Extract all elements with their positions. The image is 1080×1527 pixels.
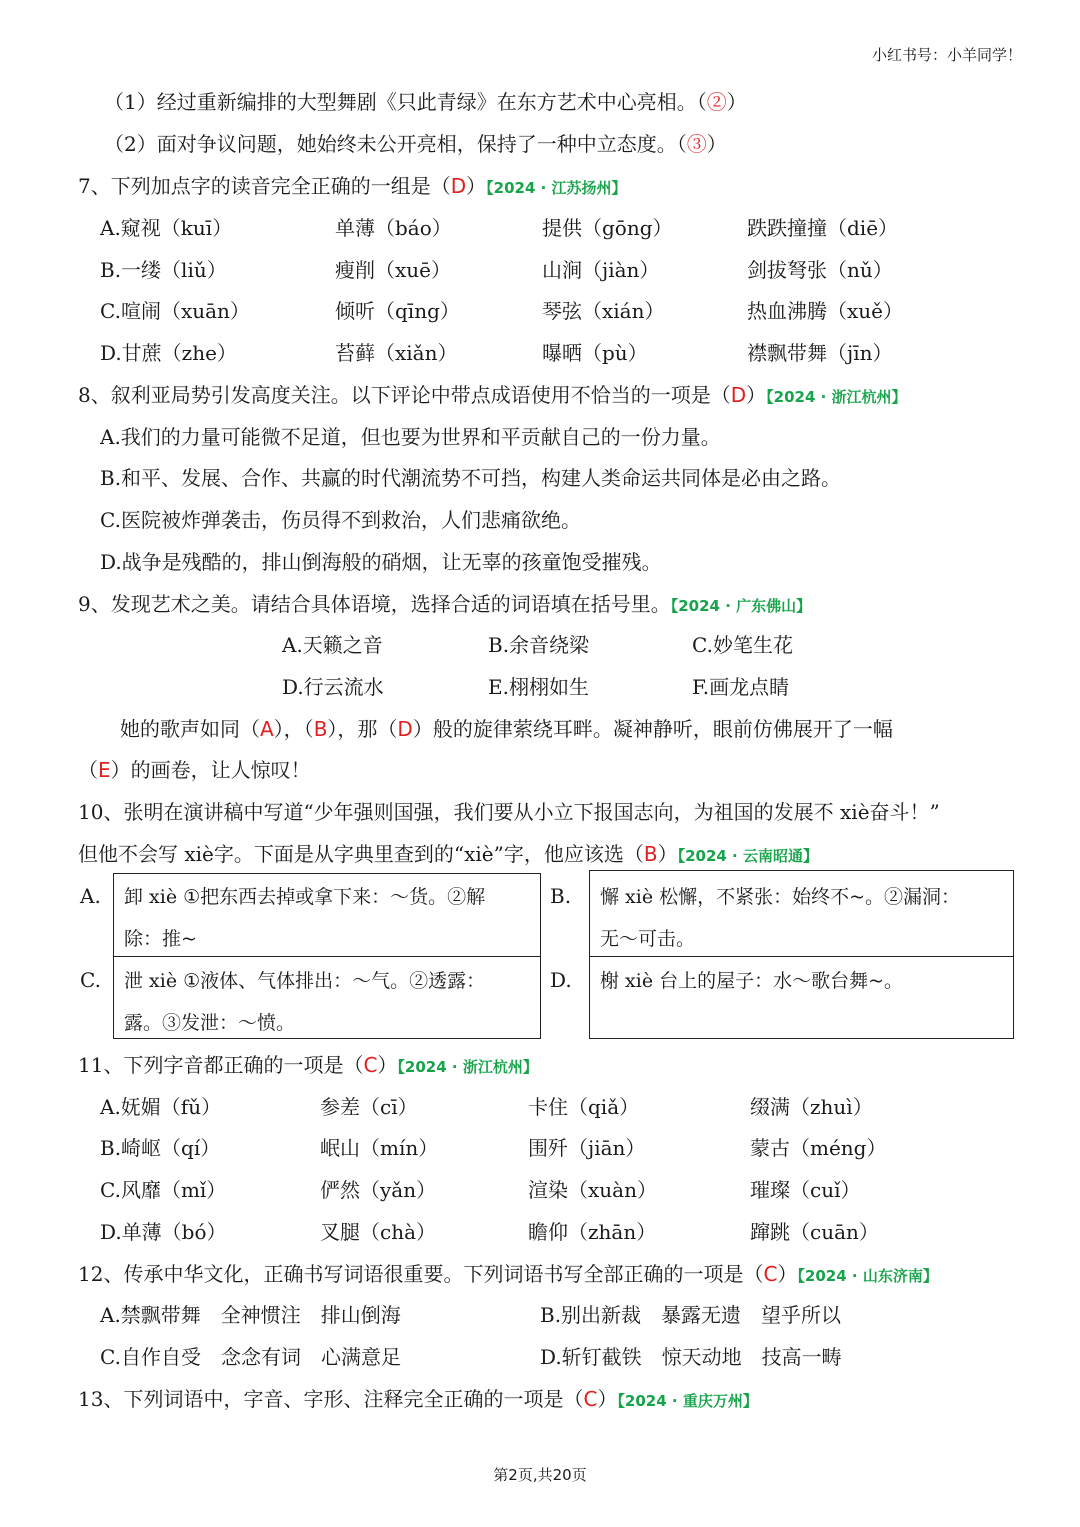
answer: B xyxy=(643,842,658,866)
stem-text: 9、发现艺术之美。请结合具体语境，选择合适的词语填在括号里。 xyxy=(78,592,671,616)
answer: A xyxy=(260,717,274,741)
source-tag: 【2024 · 江苏扬州】 xyxy=(486,179,627,197)
answer: C xyxy=(363,1053,378,1077)
q7-option: 倾听（qīng） xyxy=(335,299,460,323)
stem-text: 7、下列加点字的读音完全正确的一组是（ xyxy=(78,174,451,198)
q7-option: 跌跌撞撞（diē） xyxy=(747,216,899,240)
q12-option-c: C.自作自受 念念有词 心满意足 xyxy=(100,1345,401,1369)
sub-item-text: （2）面对争议问题，她始终未公开亮相，保持了一种中立态度。（ xyxy=(104,132,687,156)
q8-option-a: A.我们的力量可能微不足道，但也要为世界和平贡献自己的一份力量。 xyxy=(100,425,721,449)
q11-option: 叉腿（chà） xyxy=(320,1220,437,1244)
answer: ③ xyxy=(686,132,707,156)
box-c-line-1: 泄 xiè ①液体、气体排出：～气。②透露： xyxy=(124,970,486,992)
answer: B xyxy=(313,717,328,741)
bracket: ） xyxy=(466,174,487,198)
answer: C xyxy=(763,1262,778,1286)
q11-option: 瞻仰（zhān） xyxy=(528,1220,657,1244)
box-b-line-2: 无～可击。 xyxy=(600,928,696,950)
stem-text: 8、叙利亚局势引发高度关注。以下评论中带点成语使用不恰当的一项是（ xyxy=(78,383,731,407)
box-b-line-1: 懈 xiè 松懈，不紧张：始终不~。②漏洞： xyxy=(600,886,961,908)
stem-text: 但他不会写 xiè字。下面是从字典里查到的“xiè”字，他应该选（ xyxy=(78,842,644,866)
q9-option: D.行云流水 xyxy=(282,675,384,699)
passage-text: （ xyxy=(78,758,98,782)
q7-option: B.一缕（liǔ） xyxy=(100,258,227,282)
header-watermark: 小红书号：小羊同学！ xyxy=(871,46,1022,64)
q11-option: D.单薄（bó） xyxy=(100,1220,227,1244)
q11-option: B.崎岖（qí） xyxy=(100,1136,221,1160)
answer: D xyxy=(730,383,747,407)
q12-option-a: A.禁飘带舞 全神惯注 排山倒海 xyxy=(100,1303,401,1327)
page-footer: 第2页,共20页 xyxy=(493,1466,587,1484)
question-12-stem xyxy=(78,1254,938,1294)
q9-option: E.栩栩如生 xyxy=(488,675,589,699)
answer: D xyxy=(397,717,413,741)
stem-text: 13、下列词语中，字音、字形、注释完全正确的一项是（ xyxy=(78,1387,584,1411)
answer: D xyxy=(450,174,467,198)
q11-option: 卡住（qiǎ） xyxy=(528,1095,640,1119)
answer: C xyxy=(583,1387,598,1411)
question-10-stem-1 xyxy=(78,792,940,832)
passage-text: ），那（ xyxy=(327,717,398,741)
q7-option: 瘦削（xuē） xyxy=(335,258,451,282)
q11-option: C.风靡（mǐ） xyxy=(100,1178,227,1202)
passage-text: ），（ xyxy=(273,717,314,741)
bracket: ） xyxy=(726,90,747,114)
source-tag: 【2024 · 山东济南】 xyxy=(797,1267,938,1285)
box-d-line-1: 榭 xiè 台上的屋子：水～歌台舞~。 xyxy=(600,970,904,992)
answer: ② xyxy=(706,90,727,114)
stem-text: 10、张明在演讲稿中写道“少年强则国强，我们要从小立下报国志向，为祖国的发展不 xiè奋斗！” xyxy=(78,800,940,824)
q7-option: 热血沸腾（xuě） xyxy=(747,299,903,323)
q12-option-d: D.斩钉截铁 惊天动地 技高一畴 xyxy=(540,1345,842,1369)
q7-option: 曝晒（pù） xyxy=(542,341,648,365)
q8-option-c: C.医院被炸弹袭击，伤员得不到救治，人们悲痛欲绝。 xyxy=(100,508,581,532)
sub-item-2 xyxy=(104,124,727,164)
passage-text: ）般的旋律萦绕耳畔。凝神静听，眼前仿佛展开了一幅 xyxy=(412,717,893,741)
stem-text: 12、传承中华文化，正确书写词语很重要。下列词语书写全部正确的一项是（ xyxy=(78,1262,764,1286)
question-9-stem xyxy=(78,584,811,624)
q7-option: D.甘蔗（zhe） xyxy=(100,341,237,365)
q11-option: 缀满（zhuì） xyxy=(750,1095,873,1119)
source-tag: 【2024 · 浙江杭州】 xyxy=(766,388,907,406)
source-tag: 【2024 · 云南昭通】 xyxy=(677,847,818,865)
q9-option: C.妙笔生花 xyxy=(692,633,793,657)
question-8-stem xyxy=(78,375,907,415)
q11-option: 岷山（mín） xyxy=(320,1136,439,1160)
answer: E xyxy=(98,758,111,782)
q7-option: 提供（gōng） xyxy=(542,216,673,240)
box-label-a: A. xyxy=(80,884,101,908)
bracket: ） xyxy=(597,1387,618,1411)
stem-text: 11、下列字音都正确的一项是（ xyxy=(78,1053,364,1077)
bracket: ） xyxy=(777,1262,798,1286)
question-7-stem xyxy=(78,166,627,206)
q9-option: F.画龙点睛 xyxy=(692,675,790,699)
box-c-line-2: 露。③发泄：～愤。 xyxy=(124,1012,296,1034)
q11-option: A.妩媚（fǔ） xyxy=(100,1095,222,1119)
q7-option: 山涧（jiàn） xyxy=(542,258,660,282)
q7-option: 琴弦（xián） xyxy=(542,299,665,323)
source-tag: 【2024 · 广东佛山】 xyxy=(670,597,812,615)
box-label-c: C. xyxy=(80,968,101,992)
sub-item-text: （1）经过重新编排的大型舞剧《只此青绿》在东方艺术中心亮相。（ xyxy=(104,90,707,114)
passage-text: 她的歌声如同（ xyxy=(120,717,260,741)
q9-option: B.余音绕梁 xyxy=(488,633,590,657)
q9-passage-line-1 xyxy=(120,709,893,749)
q11-option: 俨然（yǎn） xyxy=(320,1178,437,1202)
question-10-stem-2 xyxy=(78,834,818,874)
q7-option: 剑拔弩张（nǔ） xyxy=(747,258,893,282)
question-11-stem xyxy=(78,1045,538,1085)
q8-option-d: D.战争是残酷的，排山倒海般的硝烟，让无辜的孩童饱受摧残。 xyxy=(100,550,662,574)
box-label-b: B. xyxy=(550,884,572,908)
box-a-line-1: 卸 xiè ①把东西去掉或拿下来：～货。②解 xyxy=(124,886,486,908)
bracket: ） xyxy=(746,383,767,407)
sub-item-1 xyxy=(104,82,747,122)
q9-option: A.天籁之音 xyxy=(282,633,383,657)
bracket: ） xyxy=(706,132,727,156)
bracket: ） xyxy=(657,842,678,866)
q12-option-b: B.别出新裁 暴露无遗 望乎所以 xyxy=(540,1303,842,1327)
q11-option: 蹿跳（cuān） xyxy=(750,1220,879,1244)
q11-option: 璀璨（cuǐ） xyxy=(750,1178,861,1202)
source-tag: 【2024 · 重庆万州】 xyxy=(617,1392,758,1410)
source-tag: 【2024 · 浙江杭州】 xyxy=(397,1058,538,1076)
q7-option: C.喧闹（xuān） xyxy=(100,299,250,323)
q11-option: 蒙古（méng） xyxy=(750,1136,887,1160)
q7-option: 苔藓（xiǎn） xyxy=(335,341,458,365)
bracket: ） xyxy=(377,1053,398,1077)
question-13-stem xyxy=(78,1379,758,1419)
q8-option-b: B.和平、发展、合作、共赢的时代潮流势不可挡，构建人类命运共同体是必由之路。 xyxy=(100,466,842,490)
box-a-line-2: 除：推~ xyxy=(124,928,197,950)
q11-option: 围歼（jiān） xyxy=(528,1136,646,1160)
q7-option: A.窥视（kuī） xyxy=(100,216,233,240)
q7-option: 襟飘带舞（jīn） xyxy=(747,341,893,365)
q7-option: 单薄（báo） xyxy=(335,216,452,240)
box-label-d: D. xyxy=(550,968,572,992)
q11-option: 参差（cī） xyxy=(320,1095,418,1119)
q11-option: 渲染（xuàn） xyxy=(528,1178,657,1202)
passage-text: ）的画卷，让人惊叹！ xyxy=(110,758,311,782)
q9-passage-line-2 xyxy=(78,750,311,790)
